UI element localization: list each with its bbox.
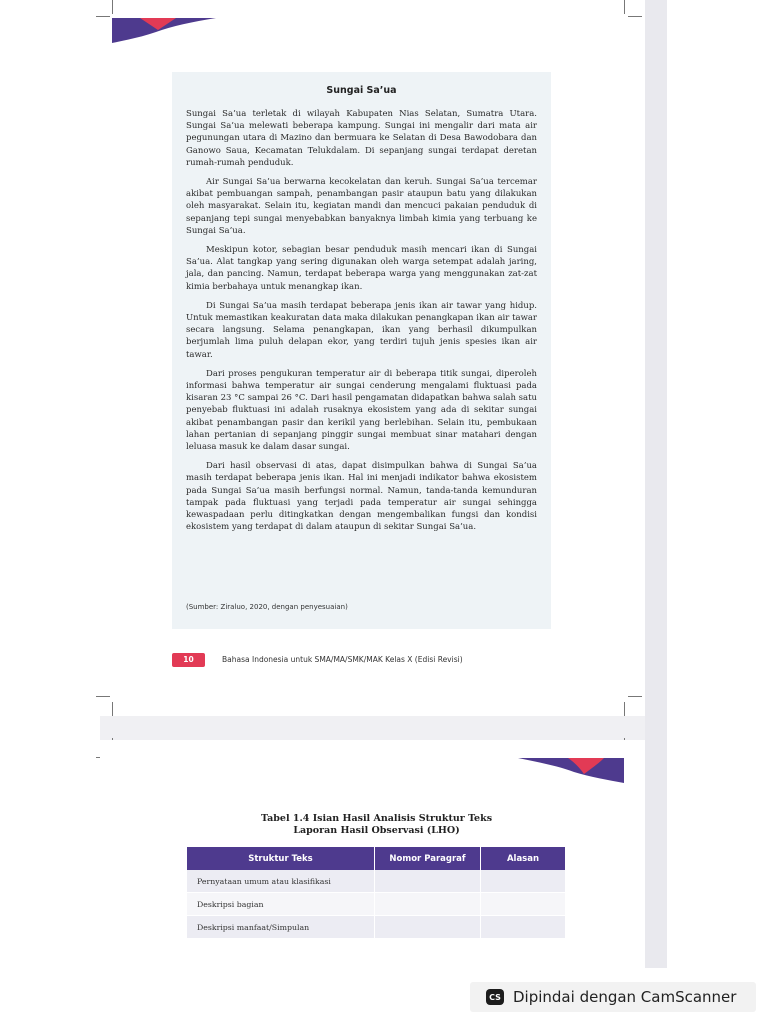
- watermark-text: Dipindai dengan CamScanner: [513, 988, 737, 1006]
- camscanner-watermark: [470, 982, 756, 1012]
- table-caption: [188, 813, 565, 837]
- corner-decoration-icon: [112, 16, 216, 44]
- table-cell-empty[interactable]: [481, 893, 566, 916]
- crop-mark: [624, 702, 625, 716]
- column-header: Struktur Teks: [187, 847, 375, 870]
- passage-paragraph: Dari hasil observasi di atas, dapat disimpulkan bahwa di Sungai Sa’ua masih terdapat beberapa jenis ikan. Hal ini menjadi indikator bahwa ekosistem pada Sungai Sa’ua masih berfungsi normal. Namun, tanda-tanda kemunduran tampak pada fluktuasi yang terjadi pada temperatur air sungai sehingga kewaspadaan perlu ditingkatkan dengan mengembalikan fungsi dan kondisi ekosistem yang terdapat di dalam ataupun di sekitar Sungai Sa’ua.: [186, 461, 537, 533]
- column-header: Alasan: [481, 847, 566, 870]
- page-separator: [100, 716, 645, 740]
- table-row: [187, 916, 565, 939]
- table-cell: Deskripsi bagian: [187, 893, 375, 916]
- table-cell-empty[interactable]: [481, 870, 566, 893]
- camscanner-logo-icon: CS: [486, 989, 504, 1005]
- passage-paragraph: Meskipun kotor, sebagian besar penduduk masih mencari ikan di Sungai Sa’ua. Alat tangkap yang sering digunakan oleh warga setempat adalah jaring, jala, dan pancing. Namun, terdapat beberapa warga yang menggunakan zat-zat kimia berbahaya untuk menangkap ikan.: [186, 245, 537, 292]
- table-cell-empty[interactable]: [375, 870, 481, 893]
- crop-mark: [96, 16, 110, 17]
- crop-mark: [628, 16, 642, 17]
- table-cell: Pernyataan umum atau klasifikasi: [187, 870, 375, 893]
- crop-mark: [112, 0, 113, 14]
- table-cell-empty[interactable]: [481, 916, 566, 939]
- table-header-row: [187, 847, 565, 870]
- passage-paragraph: Sungai Sa’ua terletak di wilayah Kabupaten Nias Selatan, Sumatra Utara. Sungai Sa’ua melewati beberapa kampung. Sungai ini mengalir dari mata air pegunungan utara di Mazino dan bermuara ke Selatan di Desa Bawodobara dan Ganowo Saua, Kecamatan Telukdalam. Di sepanjang sungai terdapat deretan rumah-rumah penduduk.: [186, 109, 537, 168]
- lho-analysis-table: [187, 847, 565, 939]
- scan-background-strip: [645, 0, 667, 968]
- passage-title: Sungai Sa’ua: [326, 85, 397, 96]
- reading-passage-box: [172, 72, 551, 629]
- table-cell-empty[interactable]: [375, 916, 481, 939]
- table-caption-line: Laporan Hasil Observasi (LHO): [293, 825, 460, 836]
- crop-mark: [628, 696, 642, 697]
- column-header: Nomor Paragraf: [375, 847, 481, 870]
- passage-paragraph: Di Sungai Sa’ua masih terdapat beberapa jenis ikan air tawar yang hidup. Untuk memastikan keakuratan data maka dilakukan penangkapan ikan air tawar secara langsung. Selama penangkapan, ikan yang berhasil dikumpulkan berjumlah lima puluh delapan ekor, yang terdiri tujuh jenis spesies ikan air tawar.: [186, 300, 537, 360]
- passage-paragraph: Air Sungai Sa’ua berwarna kecokelatan dan keruh. Sungai Sa’ua tercemar akibat pembuangan sampah, penambangan pasir ataupun batu yang dilakukan oleh masyarakat. Selain itu, kegiatan mandi dan mencuci pakaian penduduk di sepanjang tepi sungai menyebabkan banyaknya limbah kimia yang terbuang ke Sungai Sa’ua.: [186, 177, 537, 236]
- table-cell-empty[interactable]: [375, 893, 481, 916]
- corner-decoration-icon: [518, 756, 624, 784]
- crop-mark: [96, 696, 110, 697]
- passage-paragraph: Dari proses pengukuran temperatur air di beberapa titik sungai, diperoleh informasi bahwa temperatur air sungai cenderung mengalami fluktuasi pada kisaran 23 °C sampai 26 °C. Dari hasil pengamatan didapatkan bahwa salah satu penyebab fluktuasi ini adalah rusaknya ekosistem yang ada di sekitar sungai akibat penambangan pasir dan kerikil yang berlebihan. Selain itu, pembukaan lahan pertanian di sepanjang pinggir sungai membuat sinar matahari dengan leluasa masuk ke dalam dasar sungai.: [186, 368, 537, 453]
- book-title-footer: Bahasa Indonesia untuk SMA/MA/SMK/MAK Kelas X (Edisi Revisi): [222, 655, 463, 664]
- crop-mark: [624, 0, 625, 14]
- page-number-badge: 10: [172, 653, 205, 667]
- table-row: [187, 893, 565, 916]
- table-caption-line: Tabel 1.4 Isian Hasil Analisis Struktur Teks: [260, 813, 493, 824]
- passage-body: [186, 108, 537, 541]
- source-citation: (Sumber: Ziraluo, 2020, dengan penyesuaian): [186, 603, 348, 611]
- crop-mark: [112, 702, 113, 716]
- table-cell: Deskripsi manfaat/Simpulan: [187, 916, 375, 939]
- table-row: [187, 870, 565, 893]
